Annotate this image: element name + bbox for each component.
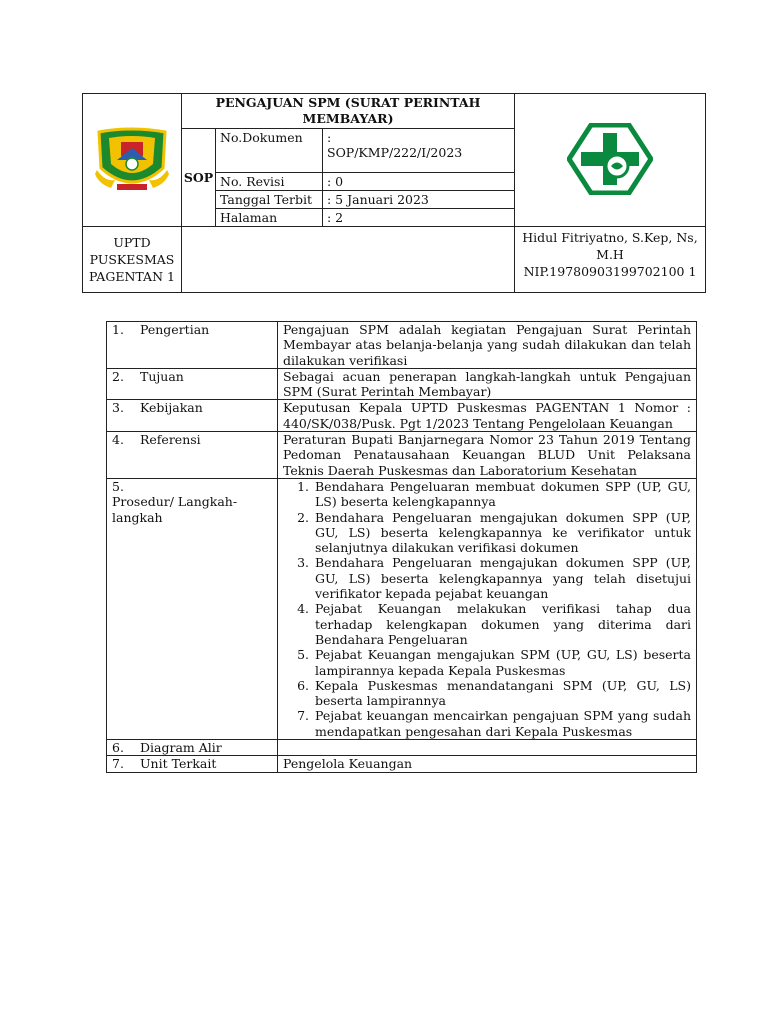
field-label-no-revisi: No. Revisi [216, 173, 323, 191]
field-label-no-dokumen: No.Dokumen [216, 129, 323, 173]
sop-label: SOP [182, 129, 216, 227]
section-heading: 6. Diagram Alir [107, 740, 278, 756]
procedure-step: 7. Pejabat keuangan mencairkan pengajuan SPM yang sudah mendapatkan pengesahan dari Kepala Puskesmas [313, 708, 691, 739]
section-row [107, 740, 697, 756]
section-text-referensi: Peraturan Bupati Banjarnegara Nomor 23 Tahun 2019 Tentang Pedoman Penatausahaan Keuangan BLUD Unit Pelaksana Teknis Daerah Puskesmas dan Laboratorium Kesehatan [278, 432, 697, 479]
procedure-steps-cell [278, 478, 697, 739]
section-heading: 1. Pengertian [107, 322, 278, 369]
section-heading: 2. Tujuan [107, 368, 278, 400]
section-heading: 7. Unit Terkait [107, 756, 278, 772]
organization-name: UPTD PUSKESMAS PAGENTAN 1 [83, 227, 182, 293]
section-heading: 3. Kebijakan [107, 400, 278, 432]
field-value-no-revisi: : 0 [323, 173, 515, 191]
sop-header-table [82, 93, 706, 293]
section-row [107, 756, 697, 772]
puskesmas-logo [567, 123, 653, 195]
section-text-pengertian: Pengajuan SPM adalah kegiatan Pengajuan Surat Perintah Membayar atas belanja-belanja yang sudah dilakukan dan telah dilakukan verifikasi [278, 322, 697, 369]
section-row [107, 400, 697, 432]
signatory-name: Hidul Fitriyatno, S.Kep, Ns, M.H [522, 230, 698, 262]
procedure-step: 3. Bendahara Pengeluaran mengajukan dokumen SPP (UP, GU, LS) beserta kelengkapannya yang telah disetujui verifikator kepada pejabat keuangan [313, 555, 691, 601]
procedure-step: 6. Kepala Puskesmas menandatangani SPM (UP, GU, LS) beserta lampirannya [313, 678, 691, 709]
field-label-tanggal-terbit: Tanggal Terbit [216, 191, 323, 209]
section-text-unit-terkait: Pengelola Keuangan [278, 756, 697, 772]
section-text-diagram-alir [278, 740, 697, 756]
procedure-step: 2. Bendahara Pengeluaran mengajukan dokumen SPP (UP, GU, LS) beserta kelengkapannya ke verifikator untuk selanjutnya dilakukan verifikasi dokumen [313, 510, 691, 556]
regency-emblem-cell [83, 94, 182, 227]
section-text-tujuan: Sebagai acuan penerapan langkah-langkah untuk Pengajuan SPM (Surat Perintah Membayar) [278, 368, 697, 400]
section-heading: 5.Prosedur/ Langkah-langkah [107, 478, 278, 739]
section-row [107, 368, 697, 400]
field-label-halaman: Halaman [216, 209, 323, 227]
sop-content-table [106, 321, 697, 773]
procedure-step: 1. Bendahara Pengeluaran membuat dokumen SPP (UP, GU, LS) beserta kelengkapannya [313, 479, 691, 510]
field-value-tanggal-terbit: : 5 Januari 2023 [323, 191, 515, 209]
procedure-steps-list [283, 479, 691, 739]
signatory-block [515, 227, 706, 293]
banjarnegara-emblem-logo [95, 126, 169, 192]
section-row [107, 478, 697, 739]
procedure-step: 4. Pejabat Keuangan melakukan verifikasi tahap dua terhadap kelengkapan dokumen yang diterima dari Bendahara Pengeluaran [313, 601, 691, 647]
document-title: PENGAJUAN SPM (SURAT PERINTAH MEMBAYAR) [182, 94, 515, 129]
puskesmas-logo-cell [515, 94, 706, 227]
section-heading: 4. Referensi [107, 432, 278, 479]
field-value-no-dokumen: : SOP/KMP/222/I/2023 [323, 129, 515, 173]
blank-middle-cell [182, 227, 515, 293]
field-value-halaman: : 2 [323, 209, 515, 227]
section-row [107, 432, 697, 479]
section-row [107, 322, 697, 369]
signatory-nip: NIP.19780903199702100 1 [523, 264, 697, 279]
procedure-step: 5. Pejabat Keuangan mengajukan SPM (UP, GU, LS) beserta lampirannya kepada Kepala Puskesmas [313, 647, 691, 678]
section-text-kebijakan: Keputusan Kepala UPTD Puskesmas PAGENTAN 1 Nomor : 440/SK/038/Pusk. Pgt 1/2023 Tentang Pengelolaan Keuangan [278, 400, 697, 432]
